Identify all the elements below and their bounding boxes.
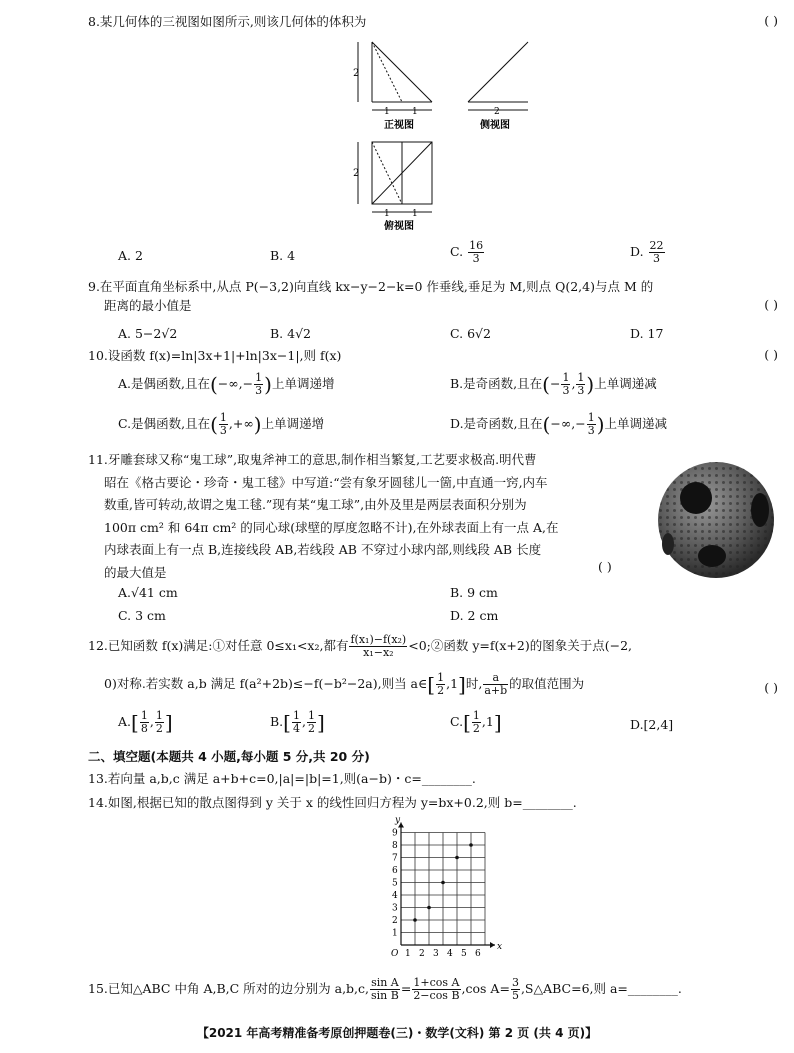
q11-option-a: A.√41 cm xyxy=(118,585,178,600)
ghost-ball-photo xyxy=(650,458,782,583)
front-view xyxy=(353,42,432,131)
data-point xyxy=(413,918,417,922)
side-view-label: 侧视图 xyxy=(480,120,510,131)
q10-d-text: D.是奇函数,且在 xyxy=(450,416,543,431)
q10-d-suffix: 上单调递减 xyxy=(604,416,668,431)
page-footer: 【2021 年高考精准备考原创押题卷(三)・数学(文科) 第 2 页 (共 4 页)】 xyxy=(196,1026,598,1040)
q12-l2-text: 0)对称.若实数 a,b 满足 f(a²+2b)≤−f(−b²−2a),则当 a∈ xyxy=(104,676,428,691)
q15-text-a: 15.已知△ABC 中角 A,B,C 所对的边分别为 a,b,c, xyxy=(88,981,369,996)
q8-option-a: A. 2 xyxy=(118,248,143,263)
y-tick-label: 5 xyxy=(392,878,398,889)
q12-l1-den: x₁−x₂ xyxy=(363,646,394,659)
section-fill-in-heading: 二、填空题(本题共 4 小题,每小题 5 分,共 20 分) xyxy=(88,749,370,764)
q12-line2: 0)对称.若实数 a,b 满足 f(a²+2b)≤−f(−b²−2a),则当 a∈[ $\frac{1}{2}$ ,1]时, $\frac{a}{a+b}$ 的取值范围为 xyxy=(104,671,585,697)
q9-option-a: A. 5−2√2 xyxy=(118,326,178,341)
q10-option-c: C.是偶函数,且在( $\frac{1}{3}$ ,+∞)上单调递增 xyxy=(118,411,325,437)
q13-stem: 13.若向量 a,b,c 满足 a+b+c=0,|a|=|b|=1,则(a−b)・c=________. xyxy=(88,771,476,786)
q10-c-text: C.是偶函数,且在 xyxy=(118,416,211,431)
q12-option-d: D.[2,4] xyxy=(630,717,674,732)
q10-option-d: D.是奇函数,且在(−∞,− $\frac{1}{3}$ )上单调递减 xyxy=(450,411,668,437)
q10-answer-paren: ( ) xyxy=(764,347,778,362)
q15-text-b: ,cos A= xyxy=(461,981,510,996)
q10-b-text: B.是奇函数,且在 xyxy=(450,376,543,391)
q11-text xyxy=(88,449,559,584)
y-tick-label: 1 xyxy=(392,928,398,939)
origin-label: O xyxy=(391,949,399,959)
front-height-label: 2 xyxy=(353,68,360,79)
top-view xyxy=(353,142,432,230)
data-point xyxy=(427,906,431,910)
q11-answer-paren: ( ) xyxy=(598,559,612,574)
q9-option-d: D. 17 xyxy=(630,326,664,341)
side-view xyxy=(468,42,528,131)
x-axis-label: x xyxy=(497,942,503,952)
x-axis-arrow xyxy=(490,942,495,948)
q8-stem: 8.某几何体的三视图如图所示,则该几何体的体积为 xyxy=(88,14,367,29)
y-tick-label: 8 xyxy=(392,841,398,851)
y-tick-label: 9 xyxy=(392,828,398,839)
y-axis-label: y xyxy=(395,815,401,826)
y-tick-label: 7 xyxy=(392,853,398,864)
q11-line-1: 11.牙雕套球又称“鬼工球”,取鬼斧神工的意思,制作相当繁复,工艺要求极高.明代曹 xyxy=(88,452,537,467)
y-tick-label: 6 xyxy=(392,866,398,876)
q12-l2-den: a+b xyxy=(484,684,508,697)
q15-f1-num: sin A xyxy=(371,976,399,989)
q15-f1-den: sin B xyxy=(371,989,399,1002)
q11-line-5: 内球表面上有一点 B,连接线段 AB,若线段 AB 不穿过小球内部,则线段 AB 长度 xyxy=(104,542,542,557)
q15-stem xyxy=(88,977,682,1002)
q8-option-d xyxy=(630,240,666,265)
y-tick-label: 2 xyxy=(392,916,398,926)
q11-line-4: 100π cm² 和 64π cm² 的同心球(球壁的厚度忽略不计),在外球表面上有一点 A,在 xyxy=(104,519,559,535)
three-view-figure xyxy=(350,38,530,230)
q12-option-b: B.[ $\frac{1}{4}$ , $\frac{1}{2}$ ] xyxy=(270,709,325,735)
q9-answer-paren: ( ) xyxy=(764,297,778,312)
q15-f2-den: 2−cos B xyxy=(413,989,460,1002)
x-tick-label: 5 xyxy=(461,949,467,959)
top-view-label: 俯视图 xyxy=(384,221,414,230)
q11-line-3: 数重,皆可转动,故谓之鬼工毬.”现有某“鬼工球”,由外及里是两层表面积分别为 xyxy=(104,497,527,512)
q8-option-d-label: D. xyxy=(630,244,644,259)
q9-option-b: B. 4√2 xyxy=(270,326,312,341)
q8-option-c-label: C. xyxy=(450,244,464,259)
q10-option-a: A.是偶函数,且在(−∞,− $\frac{1}{3}$ )上单调递增 xyxy=(118,371,335,397)
q15-f3-num: 3 xyxy=(511,976,519,989)
q15-equals: = xyxy=(400,981,412,996)
q12-l1-text: 12.已知函数 f(x)满足:①对任意 0≤x₁<x₂,都有 xyxy=(88,638,349,653)
q8-answer-paren: ( ) xyxy=(764,13,778,28)
q10-b-suffix: 上单调递减 xyxy=(594,376,657,391)
y-tick-label: 3 xyxy=(392,903,398,914)
q15-f2-num: 1+cos A xyxy=(413,976,460,989)
q8-d-num: 22 xyxy=(649,239,664,252)
q11-option-d: D. 2 cm xyxy=(450,608,499,623)
q12-l1-text-b: <0;②函数 y=f(x+2)的图象关于点(−2, xyxy=(408,638,633,653)
q12-l1-num: f(x₁)−f(x₂) xyxy=(350,633,407,646)
data-point xyxy=(455,856,459,860)
data-point xyxy=(441,881,445,885)
x-tick-label: 2 xyxy=(419,949,425,959)
q10-c-suffix: 上单调递增 xyxy=(261,416,325,431)
x-tick-label: 1 xyxy=(405,949,411,959)
q12-l2-num: a xyxy=(483,672,508,685)
top-width-2: 1 xyxy=(412,209,418,219)
q10-option-b: B.是奇函数,且在(− $\frac{1}{3}$ , $\frac{1}{3}$ )上单调递减 xyxy=(450,371,657,397)
y-tick-label: 4 xyxy=(392,891,398,901)
q9-line2: 距离的最小值是 xyxy=(104,298,192,313)
q8-d-den: 3 xyxy=(653,252,661,265)
q11-option-c: C. 3 cm xyxy=(118,608,166,623)
q11-line-2: 昭在《格古要论・珍奇・鬼工毬》中写道:“尝有象牙圆毬儿一箇,中直通一窍,内车 xyxy=(104,474,548,490)
q9-option-c: C. 6√2 xyxy=(450,326,491,341)
x-tick-label: 6 xyxy=(475,949,481,959)
q11-option-b: B. 9 cm xyxy=(450,585,498,600)
q10-stem: 10.设函数 f(x)=ln|3x+1|+ln|3x−1|,则 f(x) xyxy=(88,348,342,363)
q12-option-a: A.[ $\frac{1}{8}$ , $\frac{1}{2}$ ] xyxy=(118,709,173,735)
q15-f3-den: 5 xyxy=(511,989,519,1002)
top-width-1: 1 xyxy=(384,209,390,219)
front-width-1: 1 xyxy=(384,107,390,117)
q12-answer-paren: ( ) xyxy=(764,680,778,695)
q8-option-b: B. 4 xyxy=(270,248,296,263)
front-width-2: 1 xyxy=(412,107,418,117)
q11-line-6: 的最大值是 xyxy=(104,564,167,580)
x-tick-label: 3 xyxy=(433,949,439,959)
scatter-plot xyxy=(385,815,510,965)
q8-c-den: 3 xyxy=(472,252,480,265)
q8-c-num: 16 xyxy=(469,239,484,252)
top-height-label: 2 xyxy=(353,168,360,179)
data-point xyxy=(469,843,473,847)
q14-stem: 14.如图,根据已知的散点图得到 y 关于 x 的线性回归方程为 y=bx+0.2,则 b=________. xyxy=(88,795,577,810)
q8-option-c xyxy=(450,240,485,265)
q15-text-c: ,S△ABC=6,则 a=________. xyxy=(520,981,682,996)
q9-line1: 9.在平面直角坐标系中,从点 P(−3,2)向直线 kx−y−2−k=0 作垂线,垂足为 M,则点 Q(2,4)与点 M 的 xyxy=(88,279,654,294)
q12-line1 xyxy=(88,634,632,659)
q10-a-text: A.是偶函数,且在 xyxy=(118,376,210,391)
side-width-label: 2 xyxy=(494,107,500,117)
q10-a-suffix: 上单调递增 xyxy=(271,376,335,391)
x-tick-label: 4 xyxy=(447,949,453,959)
q12-l2-text-c: 的取值范围为 xyxy=(509,676,585,691)
front-view-label: 正视图 xyxy=(384,120,414,131)
q12-option-c: C.[ $\frac{1}{2}$ ,1] xyxy=(450,709,502,735)
q12-l2-text-b: 时, xyxy=(465,676,483,691)
